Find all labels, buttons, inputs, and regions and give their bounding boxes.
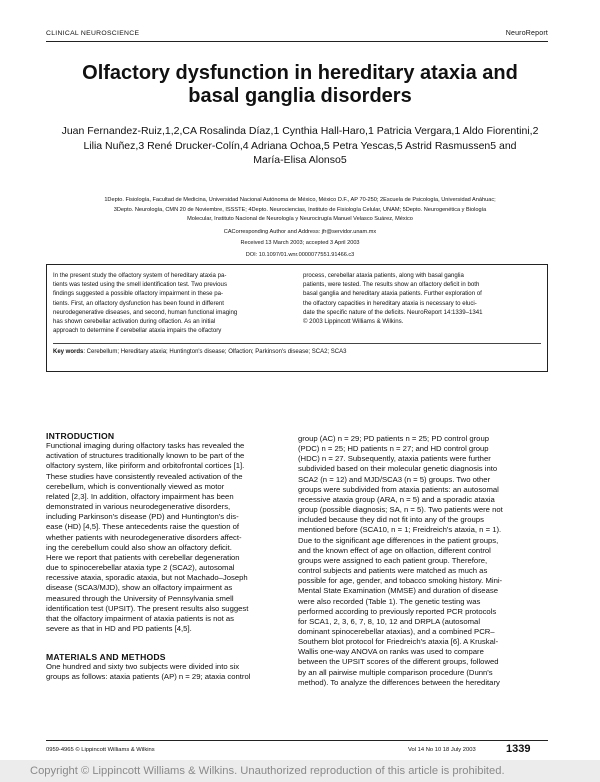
text-line: for SCA1, 2, 3, 6, 7, 8, 10, 12 and DRPLA (autosomal <box>298 616 481 626</box>
author-line: María-Elisa Alonso5 <box>253 154 347 166</box>
article-title <box>40 62 560 108</box>
intro-paragraph <box>46 441 286 634</box>
text-line: recessive ataxia group (ARA, n = 5) and a sporadic ataxia <box>298 494 495 504</box>
author-line: Lilia Nuñez,3 René Drucker-Colín,4 Adriana Ochoa,5 Petra Yescas,5 Astrid Rasmussen5 and <box>83 139 517 152</box>
header-rule <box>46 41 548 42</box>
affiliation-line: Molecular, Instituto Nacional de Neurología y Neurocirugía Manuel Velasco Suárez, México <box>187 216 413 223</box>
text-line: groups as follows: ataxia patients (AP) n = 29; ataxia control <box>46 672 251 682</box>
abstract-line: the olfactory capacities in hereditary ataxia is necessary to eluci- <box>303 299 477 307</box>
author-line: Juan Fernandez-Ruiz,1,2,CA Rosalinda Díaz,1 Cynthia Hall-Haro,1 Patricia Vergara,1 Aldo Fiorentini,2 <box>61 125 539 137</box>
keywords-label: Key words <box>53 349 84 355</box>
text-line: recessive ataxia, sporadic ataxia, but not Machado–Joseph <box>46 573 248 583</box>
affiliations <box>40 196 560 225</box>
text-line: group (AC) n = 29; PD patients n = 25; PD control group <box>298 434 490 443</box>
right-column <box>298 434 548 688</box>
abstract-line: tients. First, an olfactory dysfunction has been found in different <box>53 299 224 307</box>
text-line: Wallis one-way ANOVA on ranks was used to compare <box>298 647 484 657</box>
text-line: including Parkinson's disease (PD) and Huntington's dis- <box>46 512 239 522</box>
text-line: by an all pairwise multiple comparison procedure (Dunn's <box>298 667 493 677</box>
methods-paragraph <box>46 662 286 682</box>
footer-rule <box>46 740 548 741</box>
text-line: measured through the University of Pennsylvania smell <box>46 593 234 603</box>
text-line: ease (HD) [4,5]. These antecedents raise the question of <box>46 522 240 532</box>
section-heading-methods: MATERIALS AND METHODS <box>46 652 166 663</box>
text-line: disease (SCA3/MJD), show an olfactory impairment as <box>46 583 233 593</box>
affiliation-line: 3Depto. Neurología, CMN 20 de Noviembre, ISSSTE; 4Depto. Neurociencias, Instituto de Fisiología Celular, UNAM; 5Depto. Neurogenética y Biología <box>113 206 487 213</box>
text-line: activation of structures traditionally known to be part of the <box>46 451 245 461</box>
page-number: 1339 <box>506 743 531 755</box>
abstract-left-column <box>53 271 299 335</box>
received-dates: Received 13 March 2003; accepted 3 April 2003 <box>240 240 360 246</box>
text-line: (PDC) n = 25; HD patients n = 27; and HD control group <box>298 444 489 454</box>
copyright-banner-text: Copyright © Lippincott Williams & Wilkins. Unauthorized reproduction of this article is prohibited. <box>30 765 505 777</box>
left-column <box>46 431 286 683</box>
text-line: ing the cerebellum could also show an olfactory deficit. <box>46 542 232 552</box>
text-line: groups were subdivided from ataxia patients: an autosomal <box>298 484 499 494</box>
text-line: One hundred and sixty two subjects were divided into six <box>46 662 240 672</box>
abstract-line: findings suggested a possible olfactory impairment in these pa- <box>53 290 224 298</box>
title-line-1: Olfactory dysfunction in hereditary ataxia and <box>82 62 518 84</box>
text-line: Southern blot protocol for Friedreich's ataxia [6]. A Kruskal- <box>298 637 499 647</box>
text-line: Mental State Examination (MMSE) and duration of disease <box>298 586 498 596</box>
text-line: control subjects and patients were matched as much as <box>298 566 488 576</box>
text-line: Due to the significant age differences in the patient groups, <box>298 535 499 545</box>
text-line: Here we report that patients with cerebellar degeneration <box>46 552 240 562</box>
text-line: and the known effect of age on olfaction, different control <box>298 545 491 555</box>
corresponding-author-email[interactable]: CACorresponding Author and Address: jfr@servidor.unam.mx <box>223 229 377 235</box>
volume-info: Vol 14 No 10 18 July 2003 <box>408 747 476 753</box>
issn-copyright: 0959-4965 © Lippincott Williams & Wilkins <box>46 747 155 753</box>
text-line: performed according to previously reported PCR protocols <box>298 606 497 616</box>
text-line: mentioned before (SCA10, n = 1; Freidreich's ataxia, n = 1). <box>298 525 502 535</box>
author-list <box>60 124 540 168</box>
abstract-line: © 2003 Lippincott Williams & Wilkins. <box>303 318 404 326</box>
text-line: identification test (UPSIT). The present results also suggest <box>46 603 249 613</box>
text-line: dominant spinocerebellar ataxias), and a combined PCR– <box>298 626 495 636</box>
abstract-line: process, cerebellar ataxia patients, along with basal ganglia <box>303 272 464 279</box>
journal-name: NeuroReport <box>505 30 548 37</box>
text-line: groups were assigned to each patient group. Therefore, <box>298 555 488 565</box>
text-line: subdivided based on their molecular genetic diagnosis into <box>298 464 498 474</box>
text-line: (HDC) n = 27. Subsequently, ataxia patients were further <box>298 454 491 464</box>
abstract-line: neurodegenerative diseases, and second, human functional imaging <box>53 308 238 316</box>
text-line: group (possible diagnosis; SA, n = 5). Two patients were not <box>298 505 503 515</box>
affiliation-line: 1Depto. Fisiología, Facultad de Medicina, Universidad Nacional Autónoma de México, México D.F., AP 70-250; 2Escuela de Psicología, Universidad Anáhuac; <box>104 197 496 203</box>
running-head-section: CLINICAL NEUROSCIENCE <box>46 30 140 37</box>
text-line: demonstrated in various neurodegenerative disorders, <box>46 502 231 512</box>
text-line: that the olfactory impairment of ataxia patients is not as <box>46 613 235 623</box>
text-line: possible for age, gender, and tobacco smoking history. Mini- <box>298 576 503 586</box>
text-line: were also recorded (Table 1). The genetic testing was <box>298 596 481 606</box>
abstract-line: has shown cerebellar activation during olfaction. As an initial <box>53 318 216 326</box>
text-line: These studies have consistently revealed activation of the <box>46 471 243 481</box>
abstract-right-column <box>303 271 547 326</box>
abstract-line: date the specific nature of the deficits. NeuroReport 14:1339–1341 <box>303 308 483 316</box>
abstract-line: tients was tested using the smell identification test. Two previous <box>53 281 227 289</box>
keywords-rule <box>53 343 541 344</box>
text-line: SCA2 (n = 12) and MJD/SCA3 (n = 5) groups. Two other <box>298 474 491 484</box>
abstract-box <box>46 264 548 372</box>
text-line: olfactory system, like piriform and orbitofrontal cortices [1]. <box>46 461 245 471</box>
text-line: Functional imaging during olfactory tasks has revealed the <box>46 441 245 451</box>
text-line: severe as that in HD and PD patients [4,5]. <box>46 623 192 633</box>
abstract-line: approach to determine if cerebellar ataxia impairs the olfactory <box>53 327 222 335</box>
text-line: between the UPSIT scores of the different groups, followed <box>298 657 499 667</box>
text-line: related [2,3]. In addition, olfactory impairment has been <box>46 491 234 501</box>
section-heading-introduction: INTRODUCTION <box>46 431 115 441</box>
text-line: method). To analyze the differences between the hereditary <box>298 677 500 687</box>
doi[interactable]: DOI: 10.1097/01.wnr.0000077551.91466.c3 <box>245 252 355 258</box>
title-line-2: basal ganglia disorders <box>188 85 412 107</box>
abstract-line: basal ganglia and hereditary ataxia patients. Further exploration of <box>303 290 482 298</box>
keywords-list: : Cerebellum; Hereditary ataxia; Huntington's disease; Olfaction; Parkinson's disease; SCA2; SCA3 <box>83 349 347 355</box>
text-line: due to spinocerebellar ataxia type 2 (SCA2), autosomal <box>46 563 235 573</box>
abstract-line: patients, were tested. The results show an olfactory deficit in both <box>303 281 480 289</box>
text-line: cerebellum, which is conventionally viewed as motor <box>46 481 225 491</box>
keywords <box>53 349 541 355</box>
text-line: included because they did not fit into any of the groups <box>298 515 484 525</box>
text-line: whether patients with neurodegenerative disorders affect- <box>46 532 242 542</box>
abstract-line: In the present study the olfactory system of hereditary ataxia pa- <box>53 272 227 279</box>
